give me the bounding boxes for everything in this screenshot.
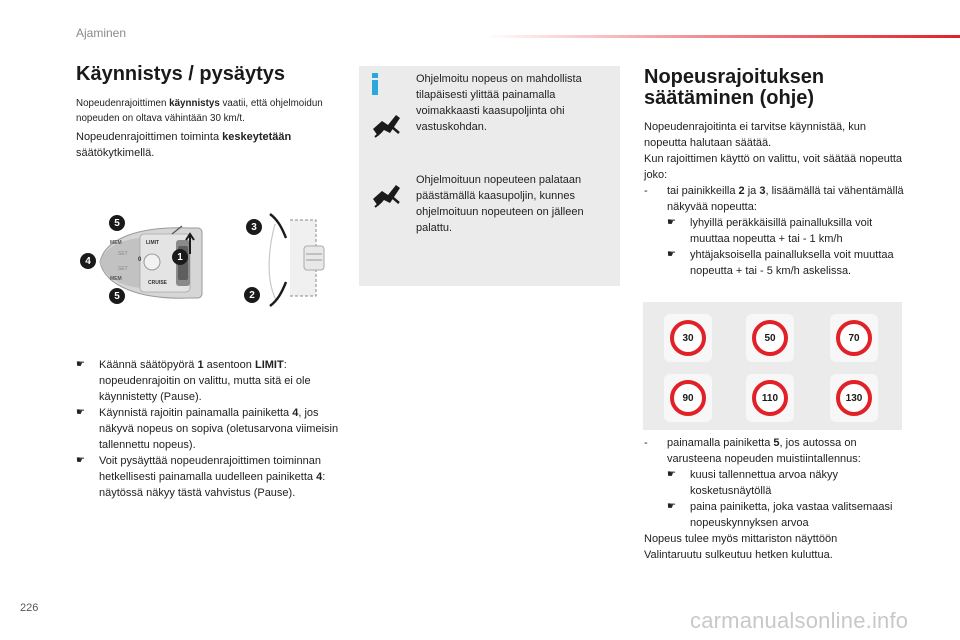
pointer-icon: ☛ bbox=[667, 501, 676, 512]
list-item: ☛ Käännä säätöpyörä 1 asentoon LIMIT: nopeudenrajoitin on valittu, mutta sitä ei ole käynnistetty (Pause). bbox=[76, 359, 311, 403]
list-item: ☛ kuusi tallennettua arvoa näkyy kosketusnäytöllä bbox=[667, 469, 838, 497]
list-item: - tai painikkeilla 2 ja 3, lisäämällä tai vähentämällä näkyvää nopeutta: ☛ lyhyillä peräkkäisillä painalluksilla voit muuttaa nopeutta + tai - 1 km/h ☛ yhtäjaksoisella painalluksella voit muuttaa nopeutta + tai - 5 km/h askelissa. bbox=[644, 183, 906, 279]
outro-line: Nopeus tulee myös mittariston näyttöön bbox=[644, 533, 838, 545]
callout-5-bottom: 5 bbox=[109, 288, 125, 304]
intro-line: Nopeudenrajoitinta ei tarvitse käynnistää, kun nopeutta halutaan säätää. bbox=[644, 121, 866, 149]
speed-sign-130: 130 bbox=[836, 380, 872, 416]
start-requirement-text: Nopeudenrajoittimen käynnistys vaatii, että ohjelmoidun nopeuden on oltava vähintään 30 km/t. bbox=[76, 98, 323, 124]
diagram-label-limit: LIMIT bbox=[146, 240, 160, 246]
list-item: - painamalla painiketta 5, jos autossa on varusteena nopeuden muistiintallennus: ☛ kuusi tallennettua arvoa näkyy kosketusnäytöllä ☛ paina painiketta, joka vastaa valitsemaasi nopeuskynnyksen arvoa bbox=[644, 435, 906, 531]
suspend-text: Nopeudenrajoittimen toiminta keskeytetään säätökytkimellä. bbox=[76, 131, 292, 159]
diagram-label-set-top: SET bbox=[118, 251, 128, 257]
accelerator-release-icon bbox=[370, 179, 402, 211]
sub-list bbox=[667, 215, 906, 279]
diagram-label-cruise: CRUISE bbox=[148, 280, 167, 286]
speed-sign-50: 50 bbox=[752, 320, 788, 356]
header-rule bbox=[484, 35, 960, 38]
pointer-icon: ☛ bbox=[76, 359, 85, 370]
sub-list bbox=[667, 467, 906, 531]
override-text: Ohjelmoitu nopeus on mahdollista tilapäisesti ylittää painamalla voimakkaasti kaasupoljinta ohi vastuskohdan. bbox=[416, 73, 582, 133]
diagram-label-set-bottom: SET bbox=[118, 266, 128, 272]
callout-4: 4 bbox=[80, 253, 96, 269]
outro-line: Valintaruutu sulkeutuu hetken kuluttua. bbox=[644, 549, 833, 561]
intro-line: Kun rajoittimen käyttö on valittu, voit säätää nopeutta joko: bbox=[644, 153, 903, 181]
callout-5-top: 5 bbox=[109, 215, 125, 231]
callout-2: 2 bbox=[244, 287, 260, 303]
page-title: Käynnistys / pysäytys bbox=[76, 63, 285, 85]
pointer-icon: ☛ bbox=[76, 455, 85, 466]
pointer-icon: ☛ bbox=[667, 469, 676, 480]
diagram-label-mem-bottom: MEM bbox=[110, 276, 122, 282]
pointer-icon: ☛ bbox=[667, 217, 676, 228]
speed-sign-70: 70 bbox=[836, 320, 872, 356]
pointer-icon: ☛ bbox=[667, 249, 676, 260]
section-title: Ajaminen bbox=[76, 26, 127, 40]
list-item: ☛ Voit pysäyttää nopeudenrajoittimen toiminnan hetkellisesti painamalla uudelleen painiketta 4: näytössä näkyy tästä vahvistus (Pause). bbox=[76, 455, 326, 499]
list-item: ☛ Käynnistä rajoitin painamalla painiketta 4, jos näkyvä nopeus on sopiva (oletusarvona viimeisin tallennettu nopeus). bbox=[76, 407, 339, 451]
start-steps-list bbox=[76, 357, 348, 501]
callout-3: 3 bbox=[246, 219, 262, 235]
speed-sign-110: 110 bbox=[752, 380, 788, 416]
list-item: ☛ paina painiketta, joka vastaa valitsemaasi nopeuskynnyksen arvoa bbox=[667, 501, 893, 529]
list-item: ☛ yhtäjaksoisella painalluksella voit muuttaa nopeutta + tai - 5 km/h askelissa. bbox=[667, 249, 894, 277]
watermark: carmanualsonline.info bbox=[690, 608, 909, 633]
memory-options-list bbox=[644, 435, 906, 531]
memory-option-text bbox=[644, 435, 906, 563]
speed-sign-90: 90 bbox=[670, 380, 706, 416]
diagram-label-zero: 0 bbox=[138, 257, 142, 263]
section-heading: Nopeusrajoituksen säätäminen (ohje) bbox=[644, 66, 825, 109]
page-number: 226 bbox=[20, 602, 39, 614]
list-item: ☛ lyhyillä peräkkäisillä painalluksilla voit muuttaa nopeutta + tai - 1 km/h bbox=[667, 217, 873, 245]
return-text: Ohjelmoituun nopeuteen palataan päästämällä kaasupoljin, kunnes ohjelmoituun nopeuteen on jälleen palattu. bbox=[416, 174, 584, 234]
accelerator-pedal-icon bbox=[370, 109, 402, 141]
adjust-intro bbox=[644, 119, 906, 279]
pointer-icon: ☛ bbox=[76, 407, 85, 418]
speed-sign-30: 30 bbox=[670, 320, 706, 356]
callout-1: 1 bbox=[172, 249, 188, 265]
info-icon bbox=[368, 73, 382, 95]
adjust-options-list bbox=[644, 183, 906, 279]
diagram-label-mem-top: MEM bbox=[110, 240, 122, 246]
